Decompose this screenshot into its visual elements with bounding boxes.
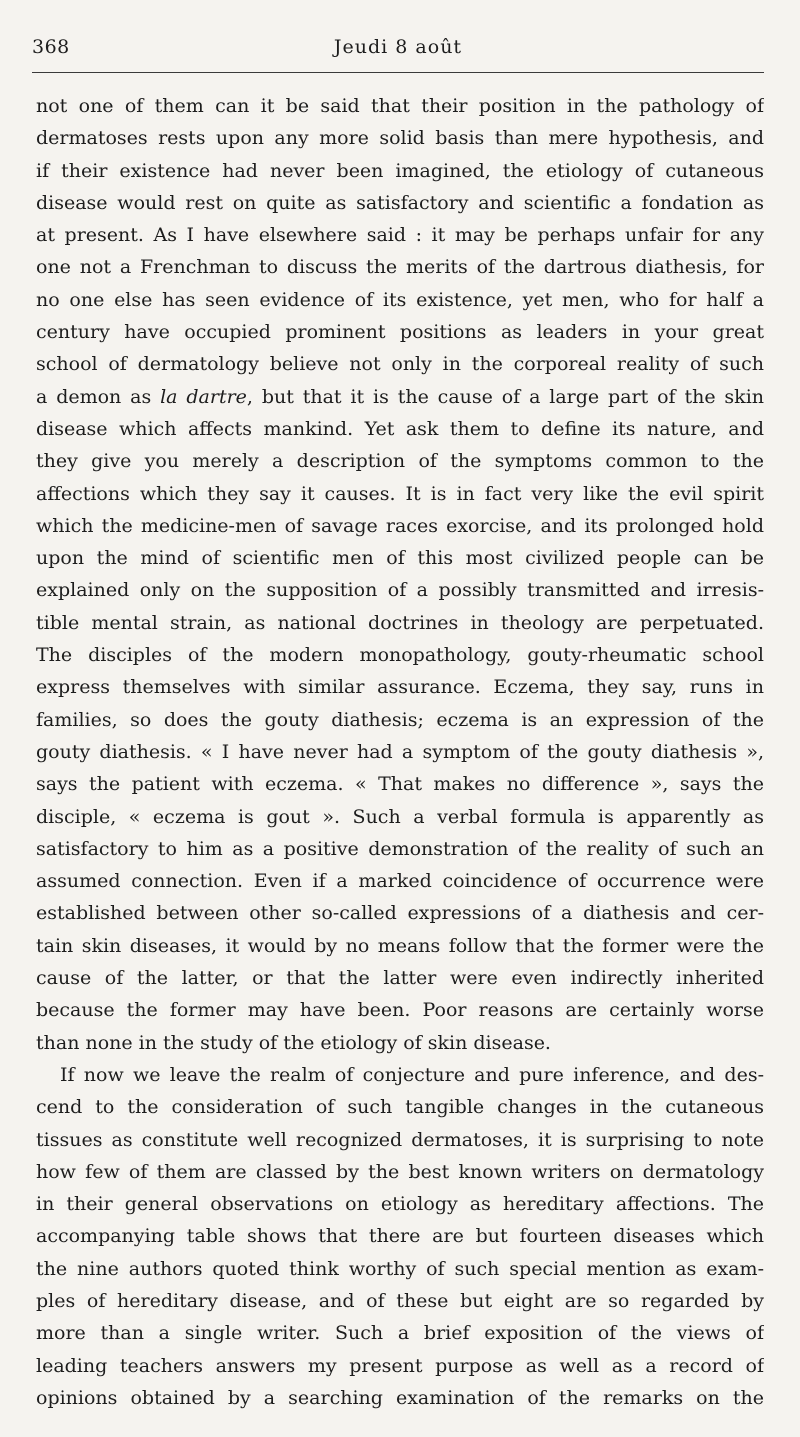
text-line: because the former may have been. Poor reasons are certainly worse [36,999,764,1022]
text-line: one not a Frenchman to discuss the merits of the dartrous diathesis, for [36,256,764,279]
text-line: gouty diathesis. « I have never had a symptom of the gouty diathesis », [36,740,764,763]
text-line: explained only on the supposition of a possibly transmitted and irresis- [36,579,764,602]
text-line: which the medicine-men of savage races exorcise, and its prolonged hold [36,514,764,537]
text-line: than none in the study of the etiology of skin disease. [36,1031,551,1054]
text-line: families, so does the gouty diathesis; eczema is an expression of the [36,708,764,731]
text-line: disease would rest on quite as satisfactory and scientific a fondation as [36,191,764,214]
text-line: opinions obtained by a searching examination of the remarks on the [36,1386,764,1409]
text-line: school of dermatology believe not only in the corporeal reality of such [36,353,764,376]
text-line [36,381,764,413]
text-line: leading teachers answers my present purpose as well as a record of [36,1354,764,1377]
text-line: cend to the consideration of such tangible changes in the cutaneous [36,1096,764,1119]
text-line: not one of them can it be said that their position in the pathology of [36,95,764,117]
text-line: they give you merely a description of the symptoms common to the [36,450,764,473]
text-line: the nine authors quoted think worthy of such special mention as exam- [36,1257,764,1280]
text-line: satisfactory to him as a positive demonstration of the reality of such an [36,837,764,860]
text-segment: a demon as [36,385,161,408]
text-line: more than a single writer. Such a brief exposition of the views of [36,1322,764,1345]
header-rule [32,72,764,73]
text-line: accompanying table shows that there are but fourteen diseases which [36,1225,764,1248]
text-line: affections which they say it causes. It is in fact very like the evil spirit [36,482,764,505]
text-segment: , but that it is the cause of a large part of the skin [246,385,764,408]
text-line: The disciples of the modern monopathology, gouty-rheumatic school [36,644,764,667]
running-title: Jeudi 8 août [333,36,463,58]
text-line: disciple, « eczema is gout ». Such a verbal formula is apparently as [36,805,764,828]
body-text [36,90,764,1414]
text-line: upon the mind of scientific men of this most civilized people can be [36,547,764,570]
text-line: says the patient with eczema. « That makes no difference », says the [36,773,764,796]
text-line: ples of hereditary disease, and of these but eight are so regarded by [36,1289,764,1312]
text-line: express themselves with similar assurance. Eczema, they say, runs in [36,676,764,699]
italic-term: la dartre [160,385,247,408]
text-line: assumed connection. Even if a marked coincidence of occurrence were [36,870,764,893]
text-line: how few of them are classed by the best known writers on dermatology [36,1160,764,1183]
text-line: cause of the latter, or that the latter were even indirectly inherited [36,967,764,990]
text-line: If now we leave the realm of conjecture and pure inference, and des- [60,1063,764,1086]
text-line: century have occupied prominent positions as leaders in your great [36,321,764,344]
text-line: in their general observations on etiology as hereditary affections. The [36,1193,764,1216]
text-line: tain skin diseases, it would by no means follow that the former were the [36,934,764,957]
running-header [32,30,764,66]
page-number: 368 [32,36,70,58]
text-line: disease which affects mankind. Yet ask them to define its nature, and [36,417,764,440]
text-line: if their existence had never been imagined, the etiology of cutaneous [36,159,764,182]
text-line: no one else has seen evidence of its existence, yet men, who for half a [36,288,764,311]
text-line: dermatoses rests upon any more solid basis than mere hypothesis, and [36,127,764,150]
text-line: tissues as constitute well recognized dermatoses, it is surprising to note [36,1128,764,1151]
text-line: at present. As I have elsewhere said : it may be perhaps unfair for any [36,224,764,247]
text-line: established between other so-called expressions of a diathesis and cer- [36,902,764,925]
text-line: tible mental strain, as national doctrines in theology are perpetuated. [36,611,764,634]
